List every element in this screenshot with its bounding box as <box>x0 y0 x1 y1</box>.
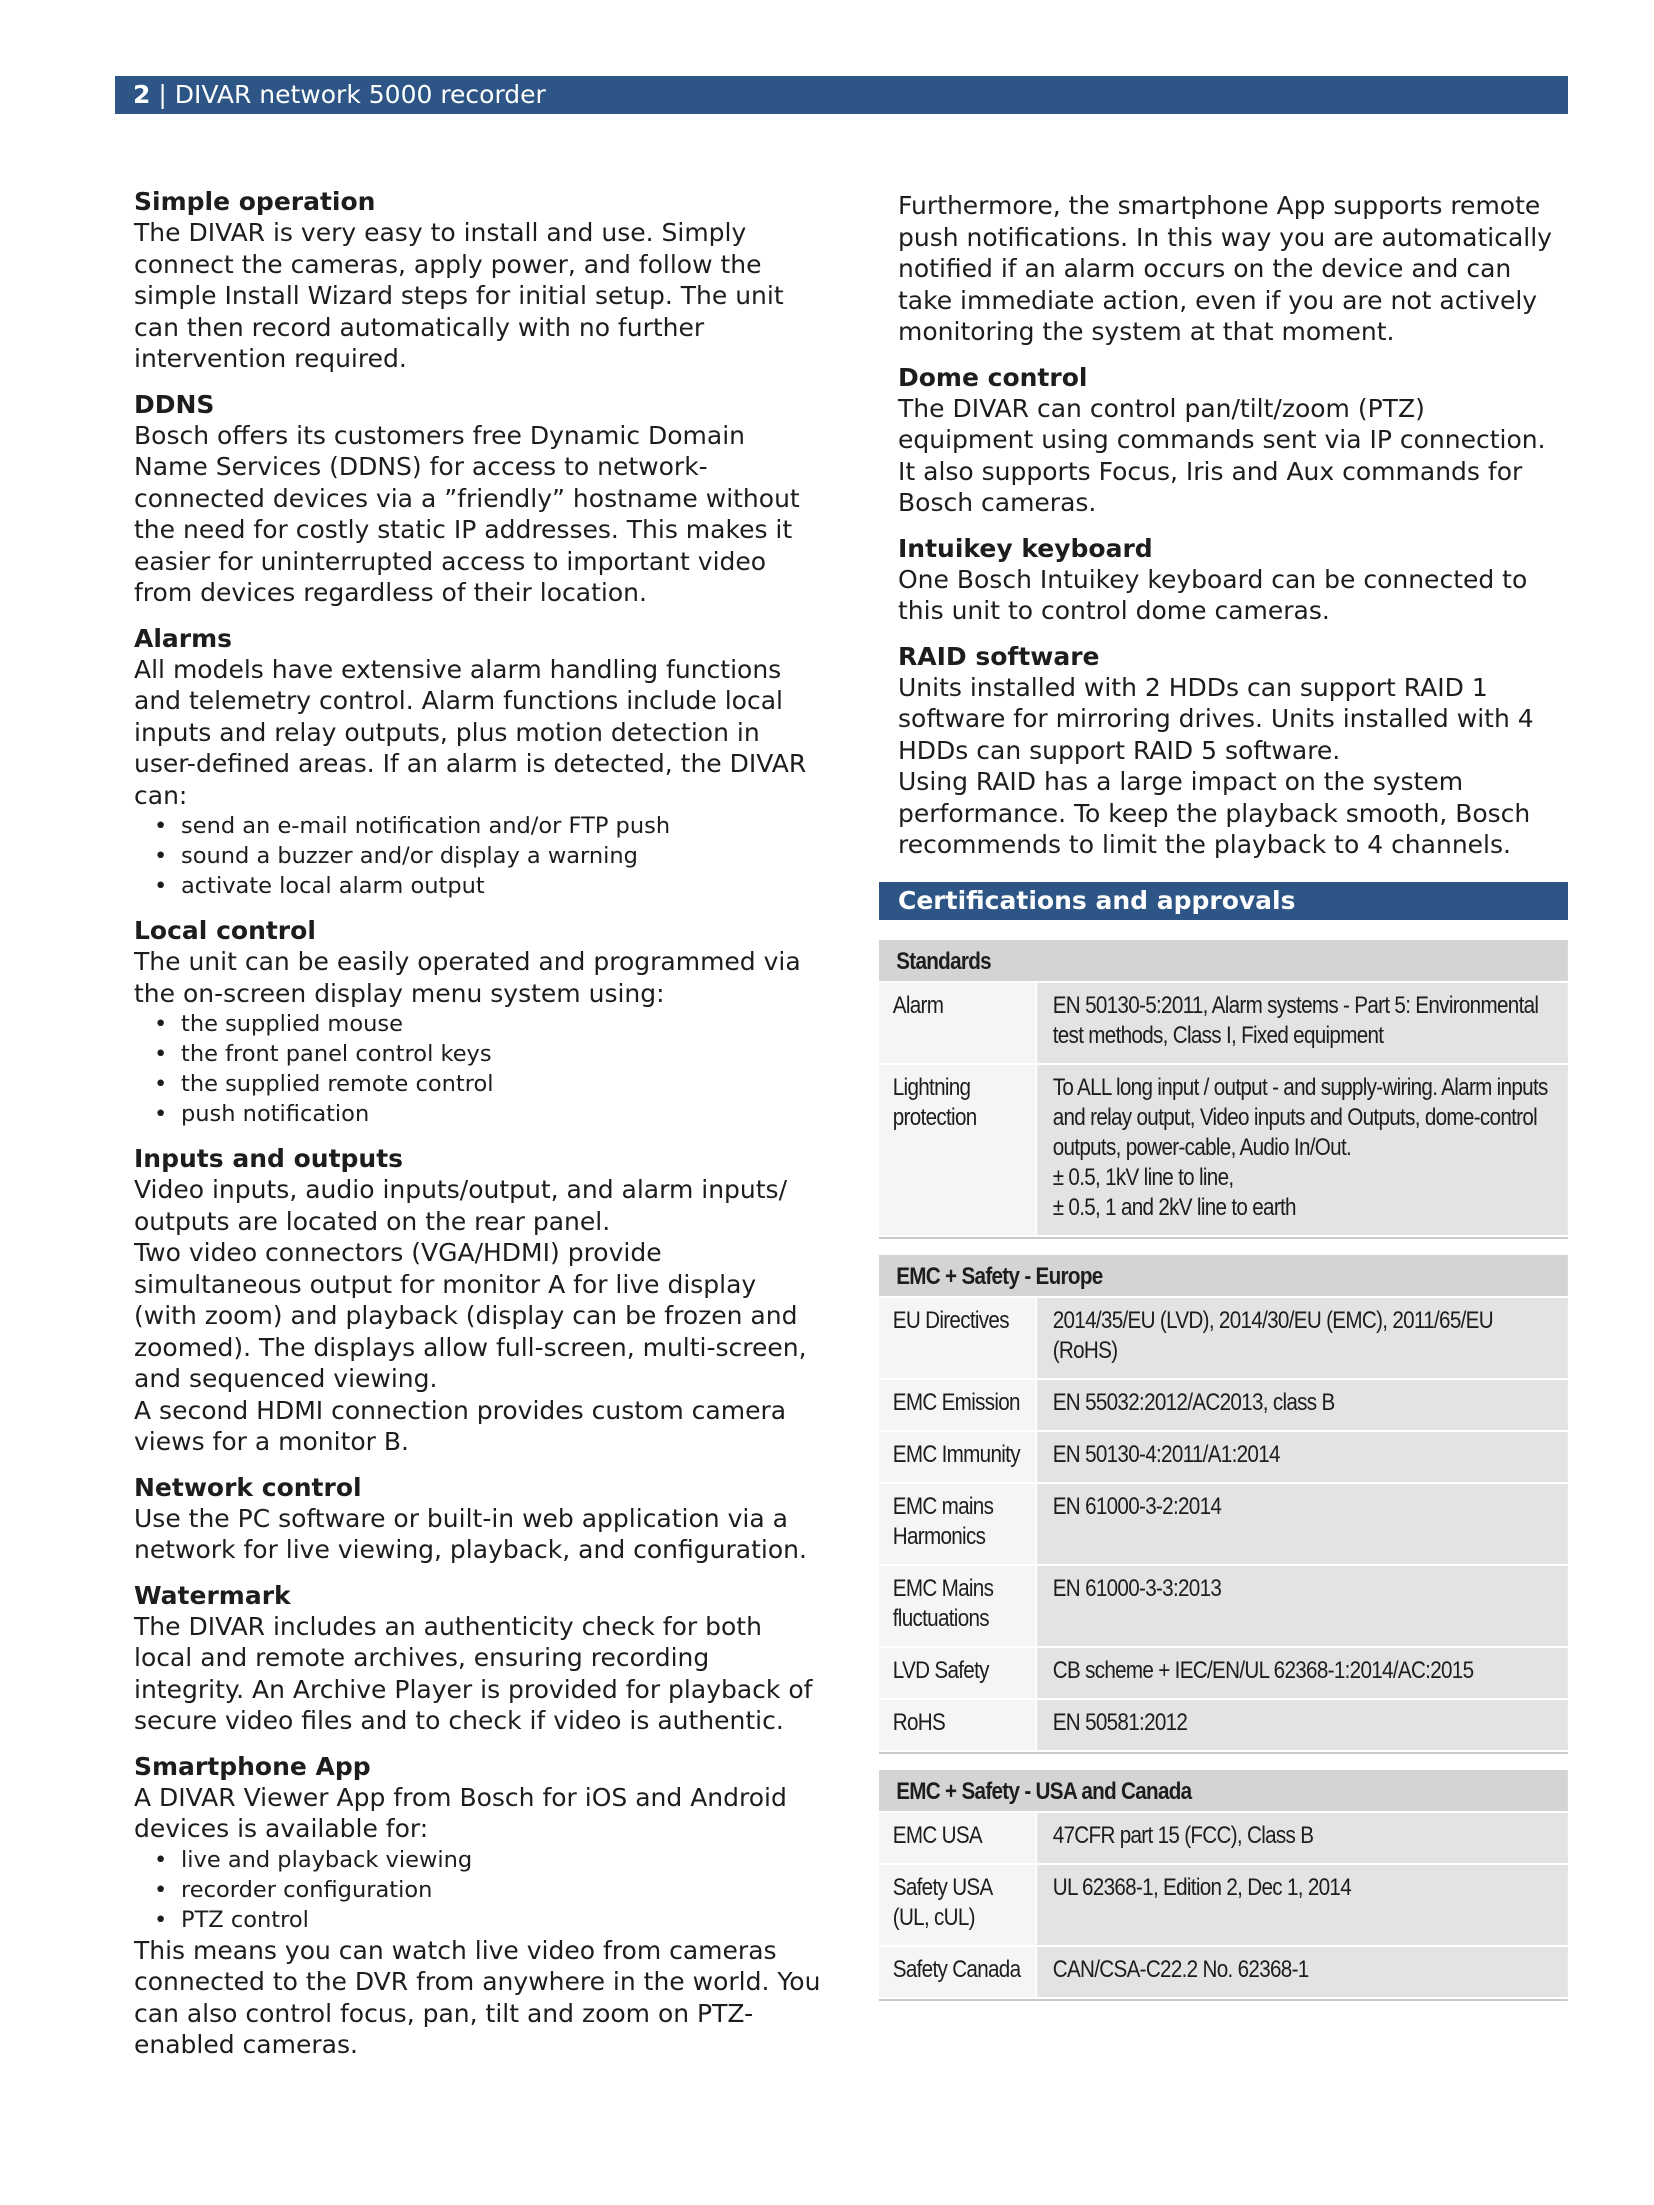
cert-value-line: EN 50130-5:2011, Alarm systems - Part 5: Environmental test methods, Class I, Fixed equipment <box>1052 992 1539 1049</box>
cert-row <box>879 1380 1568 1432</box>
bullet-item: • recorder configuration <box>134 1875 824 1905</box>
cert-value <box>1037 1065 1568 1235</box>
text-section <box>134 186 824 375</box>
bullet-item: • PTZ control <box>134 1905 824 1935</box>
certifications-heading: Certifications and approvals <box>879 882 1568 920</box>
bullet-list <box>134 811 824 901</box>
paragraph: All models have extensive alarm handling functions and telemetry control. Alarm functions include local inputs and relay outputs, plus motion detection in user-defined areas. If an alarm is detected, the DIVAR can: <box>134 654 807 810</box>
cert-label <box>879 1813 1037 1863</box>
section-heading: Intuikey keyboard <box>898 533 1153 563</box>
paragraph: Furthermore, the smartphone App supports remote push notifications. In this way you are automatically notified if an alarm occurs on the device and can take immediate action, even if you are not actively monitoring the system at that moment. <box>898 191 1552 346</box>
cert-group <box>879 1770 1568 2001</box>
paragraph: Video inputs, audio inputs/output, and alarm inputs/ outputs are located on the rear panel. <box>134 1175 788 1236</box>
cert-label <box>879 1566 1037 1646</box>
cert-value-line: EN 50130-4:2011/A1:2014 <box>1052 1441 1280 1468</box>
cert-value-line: CB scheme + IEC/EN/UL 62368-1:2014/AC:2015 <box>1052 1657 1474 1684</box>
section-heading: Alarms <box>134 623 233 653</box>
bullet-item: • send an e-mail notification and/or FTP push <box>134 811 824 841</box>
cert-label-line: Alarm <box>892 992 944 1019</box>
cert-label-line: EMC Mains fluctuations <box>892 1575 994 1632</box>
cert-value <box>1037 1700 1568 1750</box>
cert-label-line: (UL, cUL) <box>892 1904 975 1931</box>
cert-group-heading: EMC + Safety - USA and Canada <box>879 1770 1568 1813</box>
paragraph: The DIVAR can control pan/tilt/zoom (PTZ) equipment using commands sent via IP connection. It also supports Focus, Iris and Aux commands for Bosch cameras. <box>898 393 1546 517</box>
cert-value-line: EN 55032:2012/AC2013, class B <box>1052 1389 1335 1416</box>
cert-value <box>1037 1298 1568 1378</box>
text-section <box>134 623 824 902</box>
cert-row <box>879 1648 1568 1700</box>
cert-row <box>879 1865 1568 1947</box>
cert-value-line: UL 62368-1, Edition 2, Dec 1, 2014 <box>1052 1874 1351 1901</box>
header-separator: | <box>150 80 175 109</box>
cert-value-line: EN 61000-3-3:2013 <box>1052 1575 1222 1602</box>
cert-label <box>879 1432 1037 1482</box>
cert-value <box>1037 1432 1568 1482</box>
text-section <box>134 1472 824 1566</box>
cert-label <box>879 1065 1037 1235</box>
paragraph: Units installed with 2 HDDs can support RAID 1 software for mirroring drives. Units installed with 4 HDDs can support RAID 5 software. <box>898 672 1534 765</box>
document-title: DIVAR network 5000 recorder <box>174 80 546 109</box>
paragraph: Use the PC software or built-in web application via a network for live viewing, playback, and configuration. <box>134 1503 807 1564</box>
cert-value <box>1037 1380 1568 1430</box>
text-section <box>898 533 1568 627</box>
text-section <box>898 641 1568 861</box>
cert-label <box>879 1865 1037 1945</box>
right-column <box>898 190 1568 875</box>
cert-label-line: Safety Canada <box>892 1956 1021 1983</box>
left-column <box>134 186 824 2075</box>
cert-value <box>1037 1484 1568 1564</box>
section-heading: Watermark <box>134 1580 291 1610</box>
cert-row <box>879 983 1568 1065</box>
cert-value-line: CAN/CSA-C22.2 No. 62368-1 <box>1052 1956 1309 1983</box>
cert-label-line: EMC mains Harmonics <box>892 1493 994 1550</box>
cert-value-line: ± 0.5, 1kV line to line, <box>1052 1164 1234 1191</box>
text-section <box>898 362 1568 519</box>
bullet-item: • activate local alarm output <box>134 871 824 901</box>
cert-value <box>1037 1648 1568 1698</box>
cert-value <box>1037 1813 1568 1863</box>
paragraph: One Bosch Intuikey keyboard can be connected to this unit to control dome cameras. <box>898 564 1528 625</box>
cert-label <box>879 983 1037 1063</box>
page-number: 2 <box>133 80 151 109</box>
paragraph: The DIVAR is very easy to install and use. Simply connect the cameras, apply power, and follow the simple Install Wizard steps for initial setup. The unit can then record automatically with no further intervention required. <box>134 218 784 373</box>
cert-group-heading: EMC + Safety - Europe <box>879 1255 1568 1298</box>
cert-value <box>1037 1947 1568 1997</box>
bullet-item: • push notification <box>134 1099 824 1129</box>
cert-row <box>879 1566 1568 1648</box>
paragraph: Using RAID has a large impact on the system performance. To keep the playback smooth, Bosch recommends to limit the playback to 4 channels. <box>898 767 1531 859</box>
cert-value-line: EN 50581:2012 <box>1052 1709 1188 1736</box>
text-section <box>134 1580 824 1737</box>
certifications-table <box>879 940 1548 2017</box>
cert-group-divider <box>879 1237 1568 1239</box>
section-heading: Smartphone App <box>134 1751 371 1781</box>
text-section <box>134 915 824 1129</box>
cert-value <box>1037 1566 1568 1646</box>
cert-label-line: EMC USA <box>892 1822 982 1849</box>
section-heading: Network control <box>134 1472 362 1502</box>
cert-label <box>879 1484 1037 1564</box>
bullet-item: • sound a buzzer and/or display a warning <box>134 841 824 871</box>
cert-group <box>879 940 1568 1239</box>
cert-row <box>879 1700 1568 1752</box>
cert-label-line: EU Directives <box>892 1307 1009 1334</box>
paragraph: Two video connectors (VGA/HDMI) provide simultaneous output for monitor A for live display (with zoom) and playback (display can be frozen and zoomed). The displays allow full-screen, multi-screen, and sequenced viewing. <box>134 1238 807 1393</box>
text-section <box>134 1143 824 1458</box>
cert-value-line: EN 61000-3-2:2014 <box>1052 1493 1222 1520</box>
cert-row <box>879 1813 1568 1865</box>
cert-value-line: 47CFR part 15 (FCC), Class B <box>1052 1822 1314 1849</box>
text-section <box>134 1751 824 2061</box>
cert-label <box>879 1380 1037 1430</box>
paragraph: Bosch offers its customers free Dynamic Domain Name Services (DDNS) for access to network-connected devices via a ”friendly” hostname without the need for costly static IP addresses. This makes it easier for uninterrupted access to important video from devices regardless of their location. <box>134 420 800 607</box>
paragraph: The unit can be easily operated and programmed via the on-screen display menu system using: <box>134 947 801 1008</box>
cert-row <box>879 1484 1568 1566</box>
cert-row <box>879 1065 1568 1237</box>
cert-label <box>879 1298 1037 1378</box>
cert-row <box>879 1298 1568 1380</box>
cert-value-line: ± 0.5, 1 and 2kV line to earth <box>1052 1194 1296 1221</box>
cert-group-divider <box>879 1999 1568 2001</box>
cert-group-divider <box>879 1752 1568 1754</box>
bullet-list <box>134 1845 824 1935</box>
cert-row <box>879 1432 1568 1484</box>
cert-value <box>1037 1865 1568 1945</box>
paragraph: This means you can watch live video from cameras connected to the DVR from anywhere in the world. You can also control focus, pan, tilt and zoom on PTZ-enabled cameras. <box>134 1935 821 2059</box>
paragraph: A DIVAR Viewer App from Bosch for iOS and Android devices is available for: <box>134 1782 787 1843</box>
cert-value-line: To ALL long input / output - and supply-wiring. Alarm inputs and relay output, Video inputs and Outputs, dome-control outputs, power-cable, Audio In/Out. <box>1052 1074 1548 1161</box>
bullet-list <box>134 1009 824 1129</box>
cert-value <box>1037 983 1568 1063</box>
cert-label <box>879 1947 1037 1997</box>
cert-group-heading: Standards <box>879 940 1568 983</box>
cert-label <box>879 1648 1037 1698</box>
cert-label-line: EMC Immunity <box>892 1441 1020 1468</box>
bullet-item: • the supplied mouse <box>134 1009 824 1039</box>
cert-label-line: EMC Emission <box>892 1389 1020 1416</box>
paragraph: The DIVAR includes an authenticity check for both local and remote archives, ensuring recording integrity. An Archive Player is provided for playback of secure video files and to check if video is authentic. <box>134 1611 813 1735</box>
text-section <box>134 389 824 609</box>
section-heading: RAID software <box>898 641 1100 671</box>
section-heading: Local control <box>134 916 316 945</box>
cert-label-line: RoHS <box>892 1709 946 1736</box>
section-heading: Simple operation <box>134 187 376 216</box>
section-heading: Dome control <box>898 362 1088 392</box>
cert-label-line: Safety USA <box>892 1874 993 1901</box>
section-heading: DDNS <box>134 389 215 419</box>
cert-group <box>879 1255 1568 1754</box>
cert-label <box>879 1700 1037 1750</box>
bullet-item: • the front panel control keys <box>134 1039 824 1069</box>
bullet-item: • live and playback viewing <box>134 1845 824 1875</box>
paragraph: A second HDMI connection provides custom camera views for a monitor B. <box>134 1395 787 1456</box>
bullet-item: • the supplied remote control <box>134 1069 824 1099</box>
section-heading: Inputs and outputs <box>134 1144 404 1173</box>
cert-label-line: Lightning protection <box>892 1074 977 1131</box>
cert-value-line: 2014/35/EU (LVD), 2014/30/EU (EMC), 2011/65/EU (RoHS) <box>1052 1307 1493 1364</box>
cert-label-line: LVD Safety <box>892 1657 989 1684</box>
text-section <box>898 190 1568 348</box>
page-header <box>115 76 1568 114</box>
cert-row <box>879 1947 1568 1999</box>
